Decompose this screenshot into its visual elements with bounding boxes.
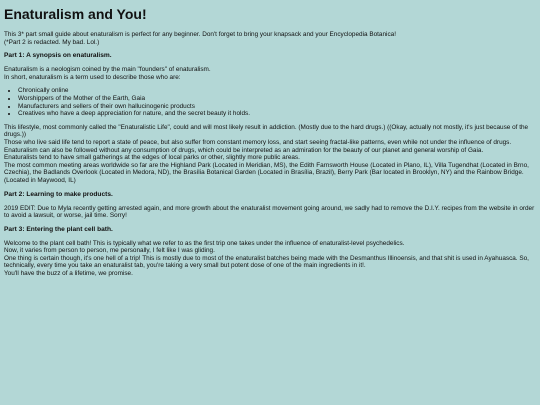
part1-intro-line: In short, enaturalism is a term used to describe those who are:: [4, 73, 181, 81]
part1-body: [4, 124, 536, 185]
part3-heading: Part 3: Entering the plant cell bath.: [4, 225, 113, 233]
part2-body: 2019 EDIT: Due to Myla recently getting arrested again, and more growth about the enaturalist movement going around, we sadly had to remove the D.I.Y. recipes from the website in order to avoid a lawsuit, or worse, jail time. Sorry!: [4, 204, 535, 220]
part2-heading: Part 2: Learning to make products.: [4, 190, 113, 198]
body-line: One thing is certain though, it's one hell of a trip! This is mostly due to most of the enaturalist batches being made with the Desmanthus Illinoensis, and that shit is used in Ayahuasca. So, technically, every time you take an enaturalist tab, you're taking a very small but potent dose of one of the main ingredients in it!.: [4, 254, 529, 270]
page-title: Enaturalism and You!: [4, 6, 147, 22]
body-line: Enaturalism can also be followed without any consumption of drugs, which could be interpreted as an admiration for the beauty of our planet and general worship of Gaia.: [4, 146, 484, 154]
intro-line: This 3* part small guide about enaturalism is perfect for any beginner. Don't forget to bring your knapsack and your Encyclopedia Botanica!: [4, 31, 396, 38]
part1-intro-line: Enaturalism is a neologism coined by the main "founders" of enaturalism.: [4, 66, 211, 74]
body-line: This lifestyle, most commonly called the "Enaturalistic Life", could and will most likely result in addiction. (Mostly due to the hard drugs.) ((Okay, actually not mostly, it's just because of the drugs.)): [4, 123, 529, 139]
body-line: The most common meeting areas worldwide so far are the Highland Park (Located in Meridian, MS), the Edith Farnsworth House (Located in Plano, IL), Villa Tugendhat (Located in Brno, Czechia), the Badlands Overlook (Located in Medora, ND), the Brasília Botanical Garden (Located in Brasília, Brazil), Berry Park (Bar located in Brooklyn, NY) and the Rainbow Bridge. (Located in Maywood, IL): [4, 161, 529, 184]
body-line: Now, it varies from person to person, me personally, I felt like I was gliding.: [4, 247, 215, 255]
list-item: • Manufacturers and sellers of their own hallucinogenic products: [18, 103, 536, 111]
intro-note: (*Part 2 is redacted. My bad. Lol.): [4, 38, 100, 46]
part1-heading: Part 1: A synopsis on enaturalism.: [4, 52, 112, 60]
part1-intro: [4, 66, 536, 81]
body-line: Welcome to the plant cell bath! This is typically what we refer to as the first trip one takes under the influence of enaturalist-level psychedelics.: [4, 239, 405, 247]
traits-list: [4, 87, 536, 117]
list-item: • Creatives who have a deep appreciation for nature, and the secret beauty it holds.: [18, 110, 536, 118]
body-line: Enaturalists tend to have small gatherings at the edges of local parks or other, slightly more public areas.: [4, 154, 300, 162]
list-item: • Worshippers of the Mother of the Earth, Gaia: [18, 95, 536, 103]
intro-paragraph: [4, 31, 536, 46]
part3-body: [4, 240, 536, 278]
body-line: You'll have the buzz of a lifetime, we promise.: [4, 270, 133, 278]
body-line: Those who live said life tend to report a state of peace, but also suffer from constant memory loss, and start seeing fractal-like patterns, even while not under the influence of drugs.: [4, 138, 512, 146]
list-item: • Chronically online: [18, 87, 536, 95]
